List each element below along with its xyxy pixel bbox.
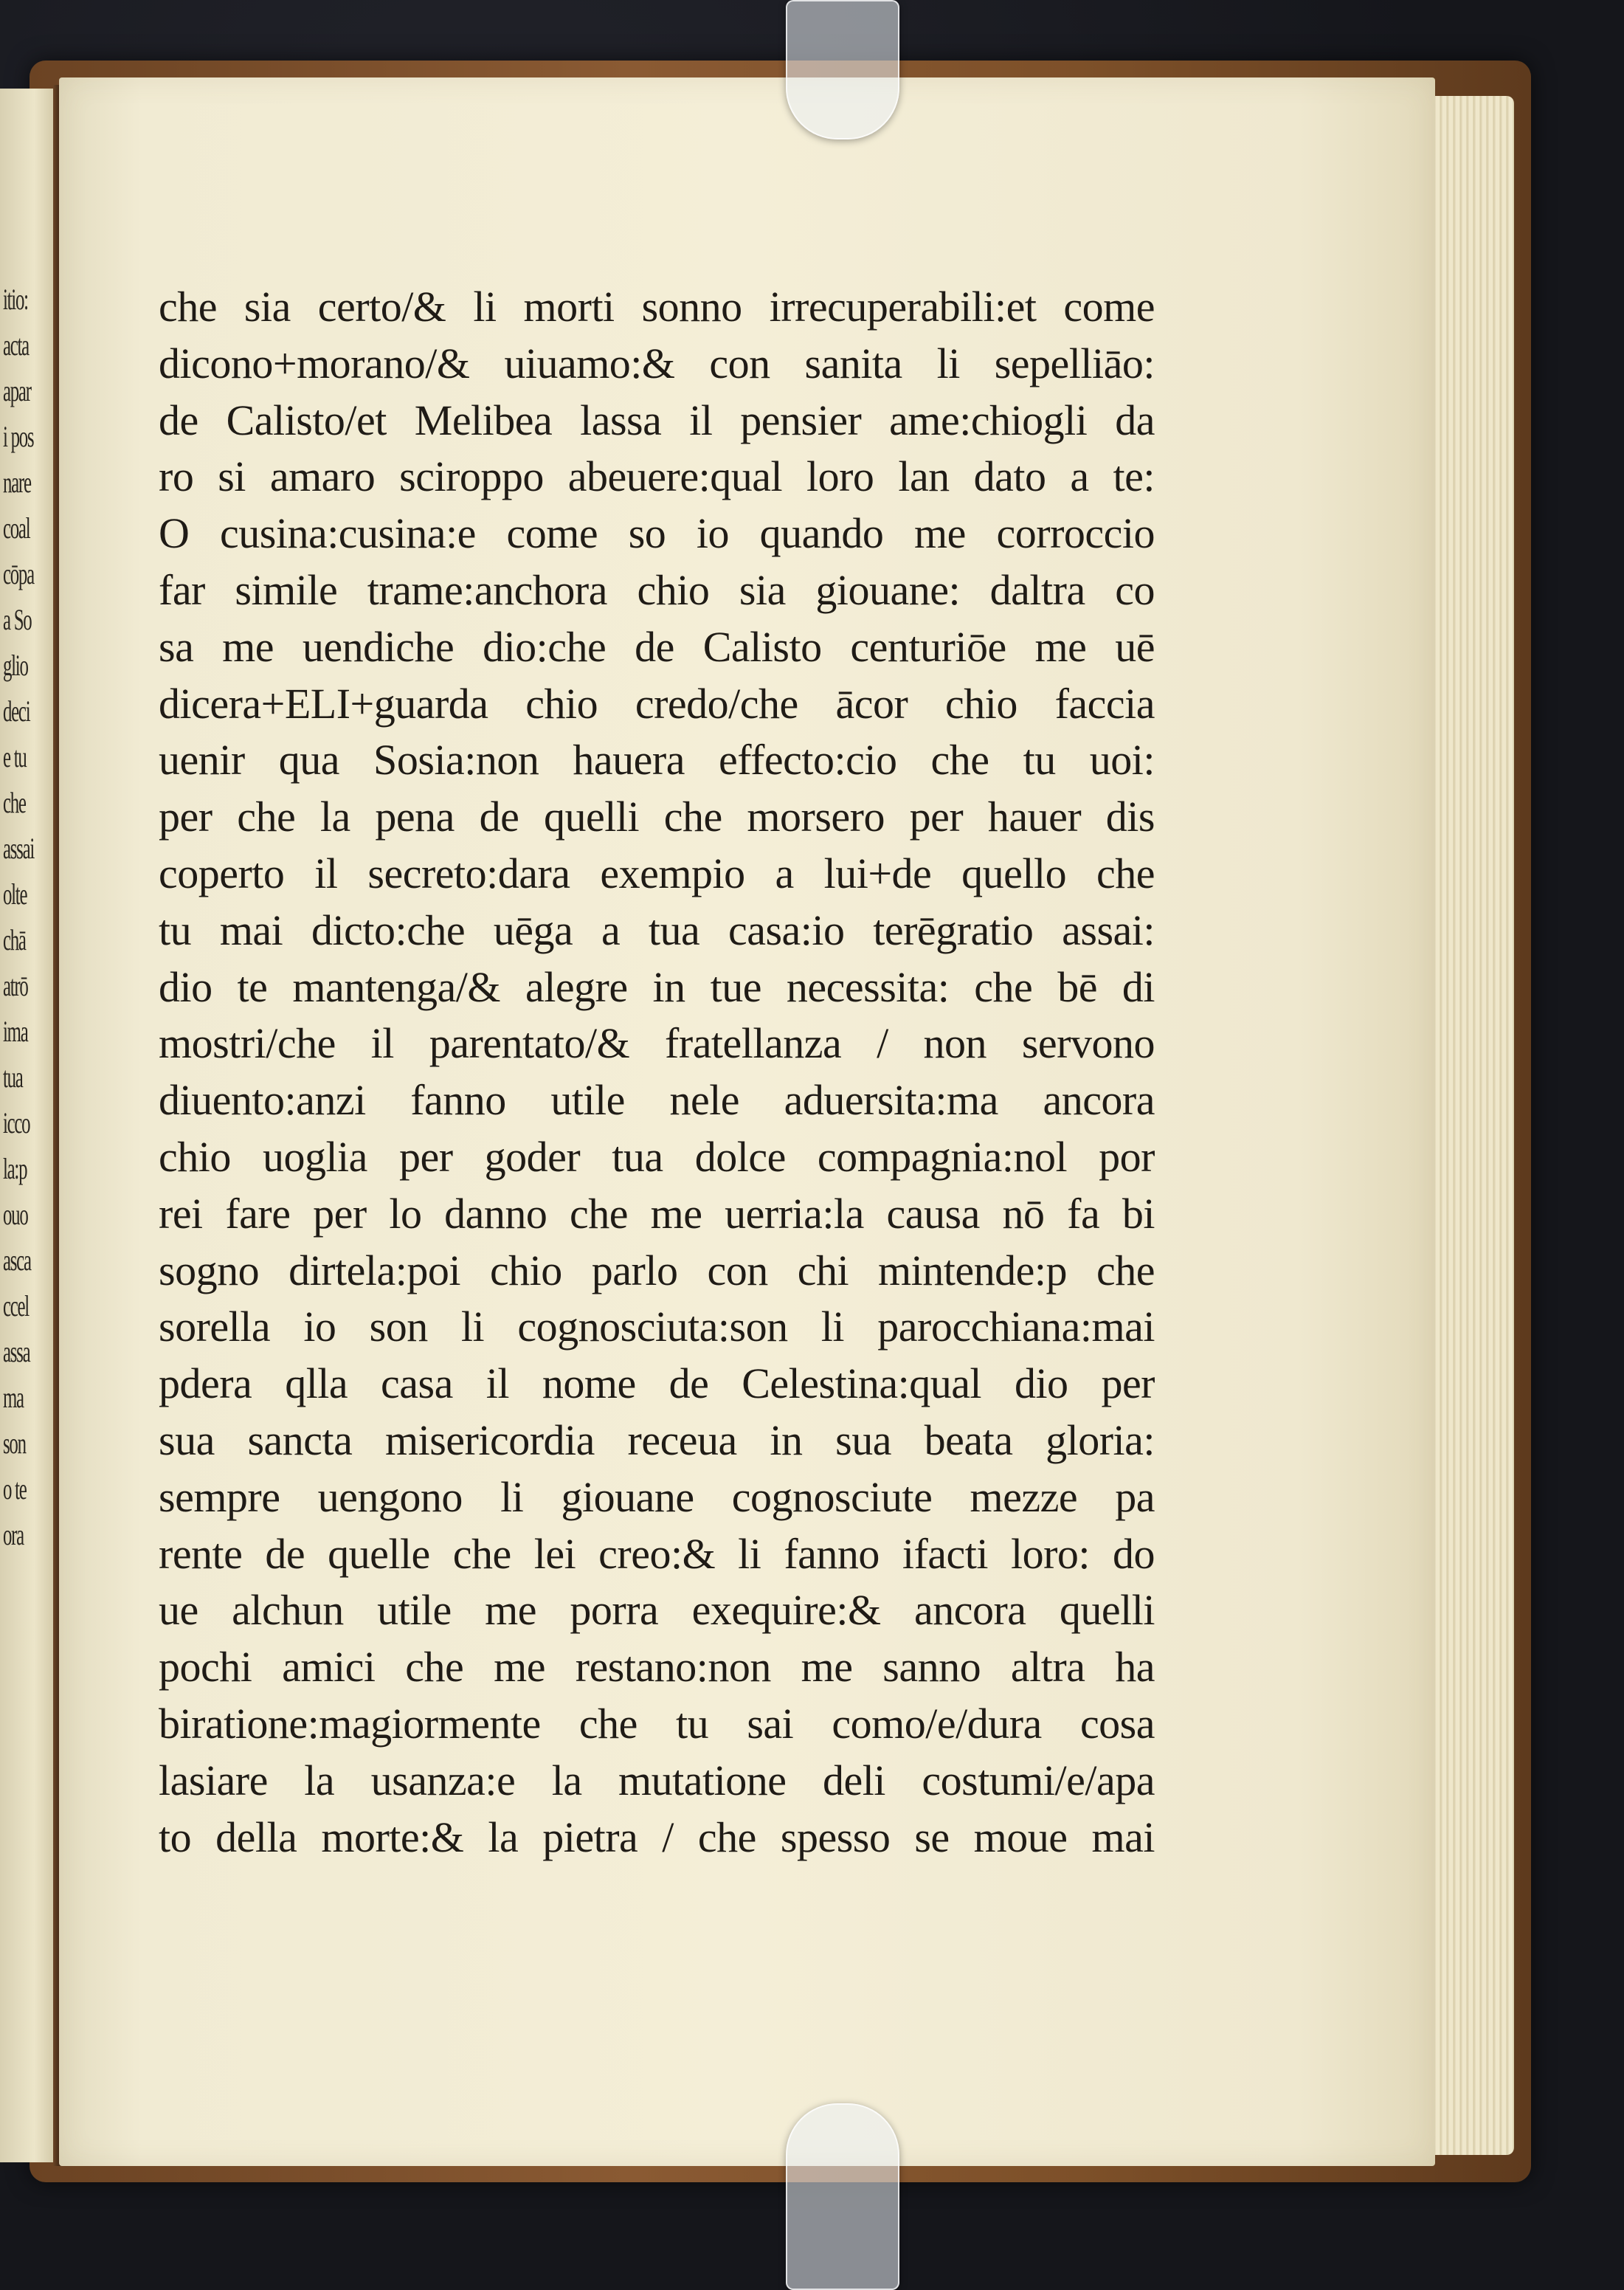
text-line: sogno dirtela:poi chio parlo con chi mintende:p che (159, 1246, 1155, 1294)
text-line: mostri/che il parentato/& fratellanza / non servono (159, 1019, 1155, 1068)
text-line: sa me uendiche dio:che de Calisto centuriōe me uē (159, 622, 1155, 671)
text-line: pdera qlla casa il nome de Celestina:qual dio per (159, 1359, 1155, 1408)
text-line: ro si amaro sciroppo abeuere:qual loro lan dato a te: (159, 452, 1155, 501)
text-line: ue alchun utile me porra exequire:& ancora quelli (159, 1586, 1155, 1635)
text-line: far simile trame:anchora chio sia giouane: daltra co (159, 565, 1155, 614)
left-fragment: icco (3, 1106, 30, 1139)
text-line: dio te mantenga/& alegre in tue necessita: che bē di (159, 962, 1155, 1011)
text-line: to della morte:& la pietra / che spesso se moue mai (159, 1813, 1155, 1861)
left-page-edge (0, 89, 58, 2162)
text-line: lasiare la usanza:e la mutatione deli costumi/e/apa (159, 1756, 1155, 1804)
text-line: sorella io son li cognosciuta:son li parocchiana:mai (159, 1303, 1155, 1351)
left-fragment: olte (3, 877, 27, 911)
left-fragment: assa (3, 1335, 30, 1368)
left-fragment: coal (3, 511, 30, 545)
left-fragment: ouo (3, 1198, 28, 1231)
text-line: sua sancta misericordia receua in sua beata gloria: (159, 1415, 1155, 1464)
left-fragment: acta (3, 328, 29, 362)
page-text-block (159, 279, 1155, 1866)
text-line: rente de quelle che lei creo:& li fanno ifacti loro: do (159, 1529, 1155, 1578)
left-fragment: itio: (3, 283, 28, 316)
left-fragment: apar (3, 374, 31, 407)
text-line: coperto il secreto:dara exempio a lui+de quello che (159, 849, 1155, 897)
left-fragment: la:p (3, 1152, 27, 1185)
left-fragment: e tu (3, 740, 27, 773)
text-line: rei fare per lo danno che me uerria:la causa nō fa bi (159, 1189, 1155, 1238)
left-fragment: i pos (3, 420, 34, 453)
text-line: tu mai dicto:che uēga a tua casa:io terēgratio assai: (159, 906, 1155, 954)
left-fragment: assai (3, 832, 35, 865)
text-line: dicono+morano/& uiuamo:& con sanita li sepelliāo: (159, 339, 1155, 387)
left-fragment: chā (3, 923, 26, 956)
left-fragment: ma (3, 1381, 24, 1414)
page-clip-bottom (786, 2103, 899, 2290)
left-fragment: che (3, 786, 26, 819)
left-fragment: ccel (3, 1289, 29, 1322)
text-line: dicera+ELI+guarda chio credo/che ācor chio faccia (159, 679, 1155, 728)
left-fragment: tua (3, 1060, 23, 1094)
text-line: de Calisto/et Melibea lassa il pensier ame:chiogli da (159, 396, 1155, 444)
left-fragment: nare (3, 466, 31, 499)
text-line: biratione:magiormente che tu sai como/e/dura cosa (159, 1699, 1155, 1748)
text-line: chio uoglia per goder tua dolce compagnia:nol por (159, 1132, 1155, 1181)
text-line: diuento:anzi fanno utile nele aduersita:ma ancora (159, 1076, 1155, 1125)
text-line: uenir qua Sosia:non hauera effecto:cio che tu uoi: (159, 736, 1155, 784)
page-clip-top (786, 0, 899, 139)
left-fragment: a So (3, 603, 32, 636)
left-fragment: ima (3, 1015, 28, 1048)
left-fragment: asca (3, 1244, 31, 1277)
text-line: pochi amici che me restano:non me sanno altra ha (159, 1643, 1155, 1691)
left-fragment: deci (3, 694, 30, 728)
text-line: per che la pena de quelli che morsero per hauer dis (159, 793, 1155, 841)
left-fragment: son (3, 1427, 26, 1460)
text-line: sempre uengono li giouane cognosciute mezze pa (159, 1472, 1155, 1521)
text-line: O cusina:cusina:e come so io quando me corroccio (159, 509, 1155, 558)
page-edges (1428, 96, 1514, 2155)
left-fragment: glio (3, 649, 28, 682)
left-fragment: o te (3, 1472, 27, 1506)
left-fragment: cōpa (3, 557, 34, 590)
text-line: che sia certo/& li morti sonno irrecuperabili:et come (159, 283, 1155, 331)
left-fragment: atrō (3, 969, 28, 1002)
left-fragment: ora (3, 1518, 24, 1551)
